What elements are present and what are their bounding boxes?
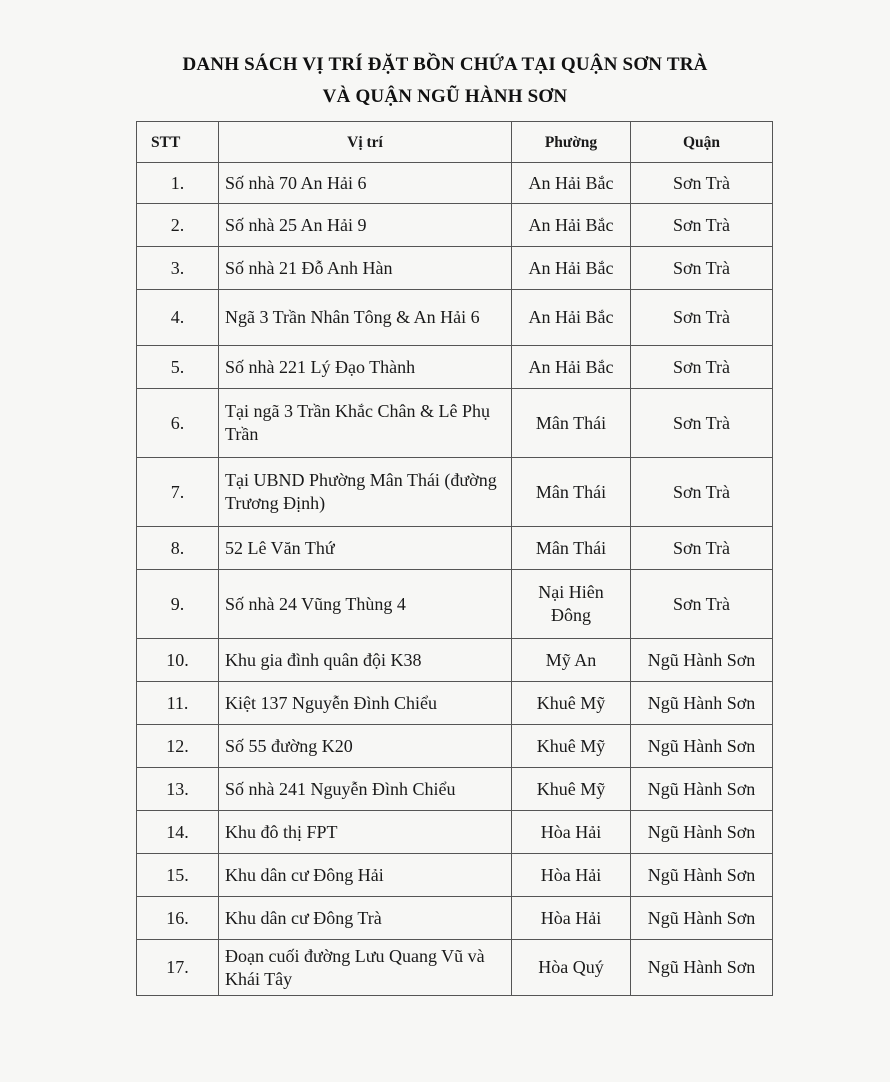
document-title-line-2: VÀ QUẬN NGŨ HÀNH SƠN: [322, 86, 568, 107]
cell-district: Ngũ Hành Sơn: [631, 897, 773, 940]
cell-ward: An Hải Bắc: [512, 290, 631, 346]
cell-district: Sơn Trà: [631, 290, 773, 346]
cell-ward: An Hải Bắc: [512, 247, 631, 290]
cell-ward: An Hải Bắc: [512, 204, 631, 247]
cell-ward: Hòa Hải: [512, 854, 631, 897]
cell-stt: 13.: [137, 768, 219, 811]
cell-location: Khu dân cư Đông Trà: [219, 897, 512, 940]
cell-location: Số 55 đường K20: [219, 725, 512, 768]
cell-district: Ngũ Hành Sơn: [631, 725, 773, 768]
header-stt: STT: [137, 122, 219, 163]
table-row: [137, 346, 773, 389]
cell-stt: 5.: [137, 346, 219, 389]
cell-stt: 16.: [137, 897, 219, 940]
cell-ward: Hòa Quý: [512, 940, 631, 996]
table-row: [137, 639, 773, 682]
locations-table: [136, 121, 773, 996]
table-row: [137, 458, 773, 527]
header-ward: Phường: [512, 122, 631, 163]
cell-ward: Khuê Mỹ: [512, 725, 631, 768]
table-row: [137, 204, 773, 247]
header-district: Quận: [631, 122, 773, 163]
cell-stt: 2.: [137, 204, 219, 247]
cell-stt: 8.: [137, 527, 219, 570]
cell-stt: 7.: [137, 458, 219, 527]
cell-ward: Mân Thái: [512, 389, 631, 458]
table-row: [137, 940, 773, 996]
cell-district: Ngũ Hành Sơn: [631, 854, 773, 897]
cell-location: Tại ngã 3 Trần Khắc Chân & Lê Phụ Trần: [219, 389, 512, 458]
cell-stt: 10.: [137, 639, 219, 682]
cell-district: Ngũ Hành Sơn: [631, 768, 773, 811]
table-row: [137, 682, 773, 725]
cell-location: Tại UBND Phường Mân Thái (đường Trương Định): [219, 458, 512, 527]
cell-district: Sơn Trà: [631, 346, 773, 389]
cell-district: Ngũ Hành Sơn: [631, 940, 773, 996]
cell-ward: Hòa Hải: [512, 811, 631, 854]
cell-district: Ngũ Hành Sơn: [631, 811, 773, 854]
cell-location: Số nhà 21 Đỗ Anh Hàn: [219, 247, 512, 290]
cell-stt: 6.: [137, 389, 219, 458]
cell-location: Số nhà 25 An Hải 9: [219, 204, 512, 247]
cell-district: Ngũ Hành Sơn: [631, 682, 773, 725]
cell-location: Khu dân cư Đông Hải: [219, 854, 512, 897]
cell-stt: 17.: [137, 940, 219, 996]
cell-ward: Mân Thái: [512, 458, 631, 527]
cell-location: Đoạn cuối đường Lưu Quang Vũ và Khái Tây: [219, 940, 512, 996]
cell-ward: Mỹ An: [512, 639, 631, 682]
cell-location: Số nhà 241 Nguyễn Đình Chiểu: [219, 768, 512, 811]
cell-location: Số nhà 24 Vũng Thùng 4: [219, 570, 512, 639]
cell-district: Sơn Trà: [631, 163, 773, 204]
table-row: [137, 854, 773, 897]
cell-district: Sơn Trà: [631, 570, 773, 639]
table-row: [137, 527, 773, 570]
cell-ward: Khuê Mỹ: [512, 768, 631, 811]
table-row: [137, 811, 773, 854]
header-location: Vị trí: [219, 122, 512, 163]
cell-location: Ngã 3 Trần Nhân Tông & An Hải 6: [219, 290, 512, 346]
cell-district: Sơn Trà: [631, 204, 773, 247]
cell-stt: 4.: [137, 290, 219, 346]
cell-stt: 12.: [137, 725, 219, 768]
cell-location: Khu đô thị FPT: [219, 811, 512, 854]
cell-stt: 3.: [137, 247, 219, 290]
cell-ward: Khuê Mỹ: [512, 682, 631, 725]
cell-district: Sơn Trà: [631, 458, 773, 527]
table-row: [137, 570, 773, 639]
cell-district: Ngũ Hành Sơn: [631, 639, 773, 682]
table-row: [137, 247, 773, 290]
cell-stt: 11.: [137, 682, 219, 725]
cell-ward: Mân Thái: [512, 527, 631, 570]
cell-district: Sơn Trà: [631, 247, 773, 290]
cell-location: Khu gia đình quân đội K38: [219, 639, 512, 682]
cell-stt: 1.: [137, 163, 219, 204]
cell-ward: An Hải Bắc: [512, 346, 631, 389]
table-row: [137, 725, 773, 768]
table-row: [137, 163, 773, 204]
cell-district: Sơn Trà: [631, 389, 773, 458]
document-title-line-1: DANH SÁCH VỊ TRÍ ĐẶT BỒN CHỨA TẠI QUẬN SƠN TRÀ: [182, 54, 708, 75]
cell-stt: 14.: [137, 811, 219, 854]
table-row: [137, 897, 773, 940]
cell-location: Kiệt 137 Nguyễn Đình Chiểu: [219, 682, 512, 725]
cell-location: 52 Lê Văn Thứ: [219, 527, 512, 570]
cell-ward: An Hải Bắc: [512, 163, 631, 204]
table-row: [137, 389, 773, 458]
cell-location: Số nhà 70 An Hải 6: [219, 163, 512, 204]
table-row: [137, 768, 773, 811]
cell-ward: Hòa Hải: [512, 897, 631, 940]
cell-district: Sơn Trà: [631, 527, 773, 570]
cell-ward: Nại Hiên Đông: [512, 570, 631, 639]
table-row: [137, 290, 773, 346]
cell-stt: 15.: [137, 854, 219, 897]
cell-location: Số nhà 221 Lý Đạo Thành: [219, 346, 512, 389]
cell-stt: 9.: [137, 570, 219, 639]
table-header-row: [137, 122, 773, 163]
